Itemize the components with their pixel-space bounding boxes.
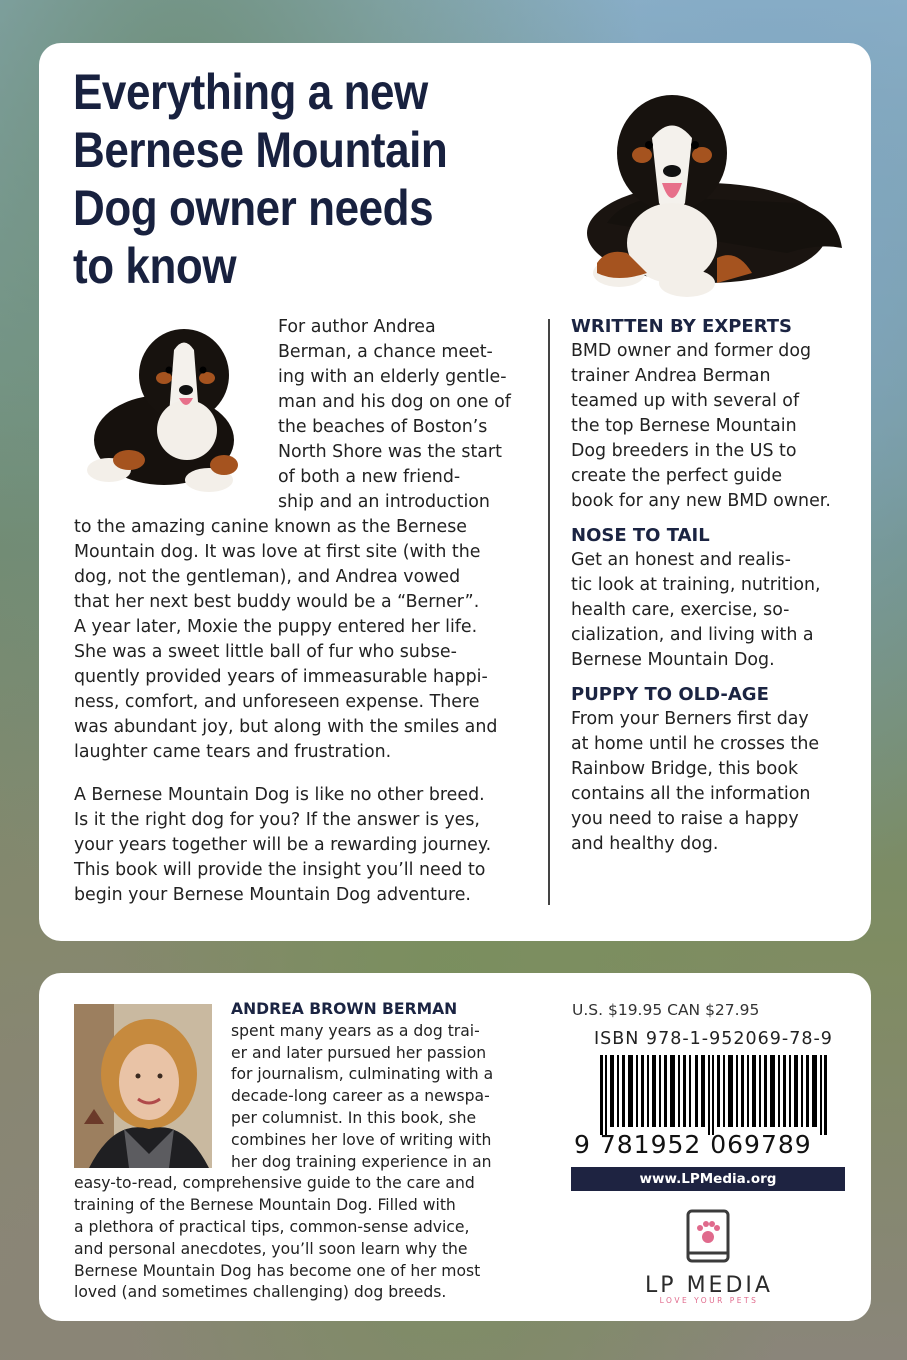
puppy-photo [69, 320, 259, 500]
text-line: cialization, and living with a [571, 625, 814, 645]
text-line: at home until he crosses the [571, 734, 820, 754]
text-line: man and his dog on one of [278, 392, 511, 412]
text-line: laughter came tears and frustration. [74, 742, 392, 762]
back-cover-bottom-panel [39, 973, 871, 1321]
adult-dog-photo [567, 83, 847, 303]
text-line: teamed up with several of [571, 391, 800, 411]
text-line: book for any new BMD owner. [571, 491, 831, 511]
text-line: training of the Bernese Mountain Dog. Filled with [74, 1196, 456, 1215]
text-line: spent many years as a dog trai- [231, 1021, 480, 1040]
text-line: A Bernese Mountain Dog is like no other breed. [74, 785, 485, 805]
text-line: This book will provide the insight you’ll need to [74, 860, 486, 880]
headline [73, 63, 543, 295]
text-line: Bernese Mountain Dog has become one of her most [74, 1261, 481, 1280]
text-line: quently provided years of immeasurable happi- [74, 667, 488, 687]
text-line: of both a new friend- [278, 467, 461, 487]
text-line: She was a sweet little ball of fur who subse- [74, 642, 457, 662]
publisher-name: LP MEDIA [645, 1273, 773, 1298]
text-line: er and later pursued her passion [231, 1043, 487, 1062]
closing-paragraph [74, 783, 544, 908]
text-line: dog, not the gentleman), and Andrea vowed [74, 567, 461, 587]
text-line: the top Bernese Mountain [571, 416, 797, 436]
publisher-url[interactable]: www.LPMedia.org [571, 1167, 845, 1191]
section-heading: NOSE TO TAIL [571, 525, 710, 546]
text-line: and healthy dog. [571, 834, 719, 854]
text-line: Mountain dog. It was love at first site (with the [74, 542, 481, 562]
author-photo [74, 1004, 212, 1168]
section-heading: PUPPY TO OLD-AGE [571, 684, 769, 705]
barcode-digits: 9 781952 069789 [574, 1130, 812, 1159]
text-line: health care, exercise, so- [571, 600, 790, 620]
text-line: for journalism, culminating with a [231, 1065, 494, 1084]
section-body [571, 339, 861, 514]
publisher-tagline: LOVE YOUR PETS [659, 1296, 759, 1305]
text-line: tic look at training, nutrition, [571, 575, 821, 595]
text-line: per columnist. In this book, she [231, 1108, 477, 1127]
text-line: ing with an elderly gentle- [278, 367, 507, 387]
headline-line: Everything a new [73, 64, 428, 120]
text-line: Is it the right dog for you? If the answer is yes, [74, 810, 480, 830]
author-name: ANDREA BROWN BERMAN [231, 1000, 458, 1018]
book-paw-icon [682, 1207, 734, 1267]
text-line: to the amazing canine known as the Bernese [74, 517, 467, 537]
text-line: ness, comfort, and unforeseen expense. There [74, 692, 480, 712]
text-line: Rainbow Bridge, this book [571, 759, 799, 779]
text-line: For author Andrea [278, 317, 436, 337]
text-line: was abundant joy, but along with the smiles and [74, 717, 498, 737]
text-line: Bernese Mountain Dog. [571, 650, 775, 670]
isbn: ISBN 978-1-952069-78-9 [594, 1029, 833, 1049]
feature-section [571, 683, 861, 857]
text-line: Berman, a chance meet- [278, 342, 493, 362]
price: U.S. $19.95 CAN $27.95 [572, 1001, 760, 1019]
text-line: Get an honest and realis- [571, 550, 791, 570]
text-line: easy-to-read, comprehensive guide to the care and [74, 1174, 475, 1193]
text-line: loved (and sometimes challenging) dog breeds. [74, 1283, 447, 1302]
headline-line: to know [73, 238, 237, 294]
text-line: create the perfect guide [571, 466, 783, 486]
text-line: begin your Bernese Mountain Dog adventure. [74, 885, 471, 905]
text-line: North Shore was the start [278, 442, 502, 462]
text-line: you need to raise a happy [571, 809, 799, 829]
section-body [571, 548, 861, 673]
text-line: combines her love of writing with [231, 1130, 492, 1149]
headline-line: Bernese Mountain [73, 122, 448, 178]
headline-line: Dog owner needs [73, 180, 434, 236]
feature-sections [571, 315, 861, 867]
text-line: your years together will be a rewarding journey. [74, 835, 492, 855]
text-line: and personal anecdotes, you’ll soon learn why the [74, 1239, 468, 1258]
section-heading: WRITTEN BY EXPERTS [571, 316, 793, 337]
text-line: trainer Andrea Berman [571, 366, 771, 386]
text-line: contains all the information [571, 784, 811, 804]
text-line: her dog training experience in an [231, 1152, 492, 1171]
column-divider [548, 319, 550, 905]
text-line: decade-long career as a newspa- [231, 1087, 490, 1106]
text-line: Dog breeders in the US to [571, 441, 797, 461]
section-body [571, 707, 861, 857]
text-line: that her next best buddy would be a “Berner”. [74, 592, 480, 612]
text-line: the beaches of Boston’s [278, 417, 488, 437]
feature-section [571, 524, 861, 673]
text-line: A year later, Moxie the puppy entered her life. [74, 617, 478, 637]
back-cover-top-panel [39, 43, 871, 941]
text-line: a plethora of practical tips, common-sense advice, [74, 1217, 470, 1236]
text-line: From your Berners first day [571, 709, 809, 729]
feature-section [571, 315, 861, 514]
text-line: ship and an introduction [278, 492, 490, 512]
text-line: BMD owner and former dog [571, 341, 812, 361]
